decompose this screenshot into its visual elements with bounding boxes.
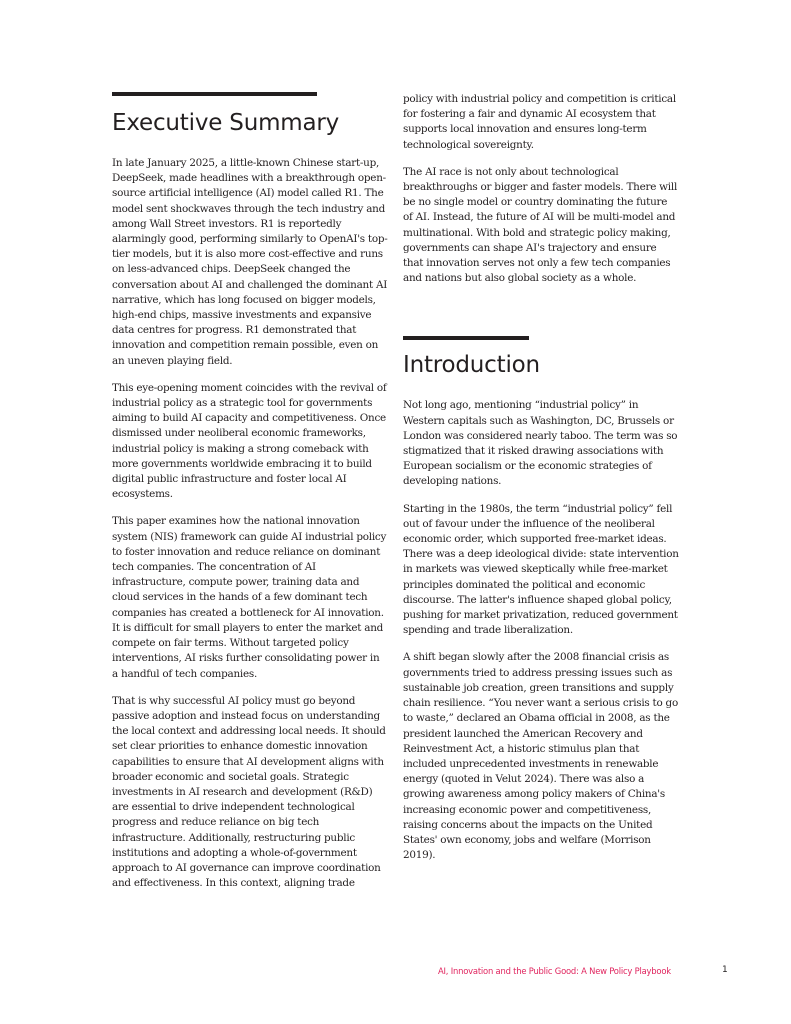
footer-title: AI, Innovation and the Public Good: A New Policy Playbook (438, 966, 671, 976)
paragraph: This eye-opening moment coincides with the revival of industrial policy as a strategic tool for governments aiming to build AI capacity and competitiveness. Once dismissed under neoliberal economic frameworks, industrial policy is making a strong comeback with more governments worldwide embracing it to build digital public infrastructure and foster local AI ecosystems. (112, 381, 387, 501)
executive-summary-heading: Executive Summary (112, 110, 340, 136)
paragraph: That is why successful AI policy must go beyond passive adoption and instead focus on understanding the local context and addressing local needs. It should set clear priorities to enhance domestic innovation capabilities to ensure that AI development aligns with broader economic and societal goals. Strategic investments in AI research and development (R&D) are essential to drive independent technological progress and reduce reliance on big tech infrastructure. Additionally, restructuring public institutions and adopting a whole-of-government approach to AI governance can improve coordination and effectiveness. In this context, aligning trade (112, 694, 386, 890)
paragraph: The AI race is not only about technological breakthroughs or bigger and faster models. There will be no single model or country dominating the future of AI. Instead, the future of AI will be multi-model and multinational. With bold and strategic policy making, governments can shape AI's trajectory and ensure that innovation serves not only a few tech companies and nations but also global society as a whole. (403, 165, 678, 285)
page-number: 1 (722, 965, 728, 975)
heading-rule (403, 336, 529, 340)
paragraph: Starting in the 1980s, the term “industrial policy” fell out of favour under the influence of the neoliberal economic order, which supported free-market ideas. There was a deep ideological divide: state intervention in markets was viewed skeptically while free-market principles dominated the political and economic discourse. The latter's influence shaped global policy, pushing for market privatization, reduced government spending and trade liberalization. (403, 502, 679, 637)
paragraph: policy with industrial policy and competition is critical for fostering a fair and dynamic AI ecosystem that supports local innovation and ensures long-term technological sovereignty. (403, 93, 676, 151)
introduction-heading: Introduction (403, 352, 540, 379)
paragraph: Not long ago, mentioning “industrial policy” in Western capitals such as Washington, DC, Brussels or London was considered nearly taboo. The term was so stigmatized that it risked drawing associations with European socialism or the economic strategies of developing nations. (403, 399, 678, 488)
left-column (112, 92, 388, 891)
paragraph: In late January 2025, a little-known Chinese start-up, DeepSeek, made headlines with a breakthrough open-source artificial intelligence (AI) model called R1. The model sent shockwaves through the tech industry and among Wall Street investors. R1 is reportedly alarmingly good, performing similarly to OpenAI's top-tier models, but it is also more cost-effective and runs on less-advanced chips. DeepSeek changed the conversation about AI and challenged the dominant AI narrative, which has long focused on bigger models, high-end chips, massive investments and expansive data centres for progress. R1 demonstrated that innovation and competition remain possible, even on an uneven playing field. (112, 157, 388, 367)
paragraph: This paper examines how the national innovation system (NIS) framework can guide AI industrial policy to foster innovation and reduce reliance on dominant tech companies. The concentration of AI infrastructure, compute power, training data and cloud services in the hands of a few dominant tech companies has created a bottleneck for AI innovation. It is difficult for small players to enter the market and compete on fair terms. Without targeted policy interventions, AI risks further consolidating power in a handful of tech companies. (112, 515, 387, 680)
right-column (403, 92, 679, 863)
heading-rule (112, 92, 317, 96)
paragraph: A shift began slowly after the 2008 financial crisis as governments tried to address pressing issues such as sustainable job creation, green transitions and supply chain resilience. “You never want a serious crisis to go to waste,” declared an Obama official in 2008, as the president launched the American Recovery and Reinvestment Act, a historic stimulus plan that included unprecedented investments in renewable energy (quoted in Velut 2024). There was also a growing awareness among policy makers of China's increasing economic power and competitiveness, raising concerns about the impacts on the United States' own economy, jobs and welfare (Morrison 2019). (403, 651, 678, 862)
